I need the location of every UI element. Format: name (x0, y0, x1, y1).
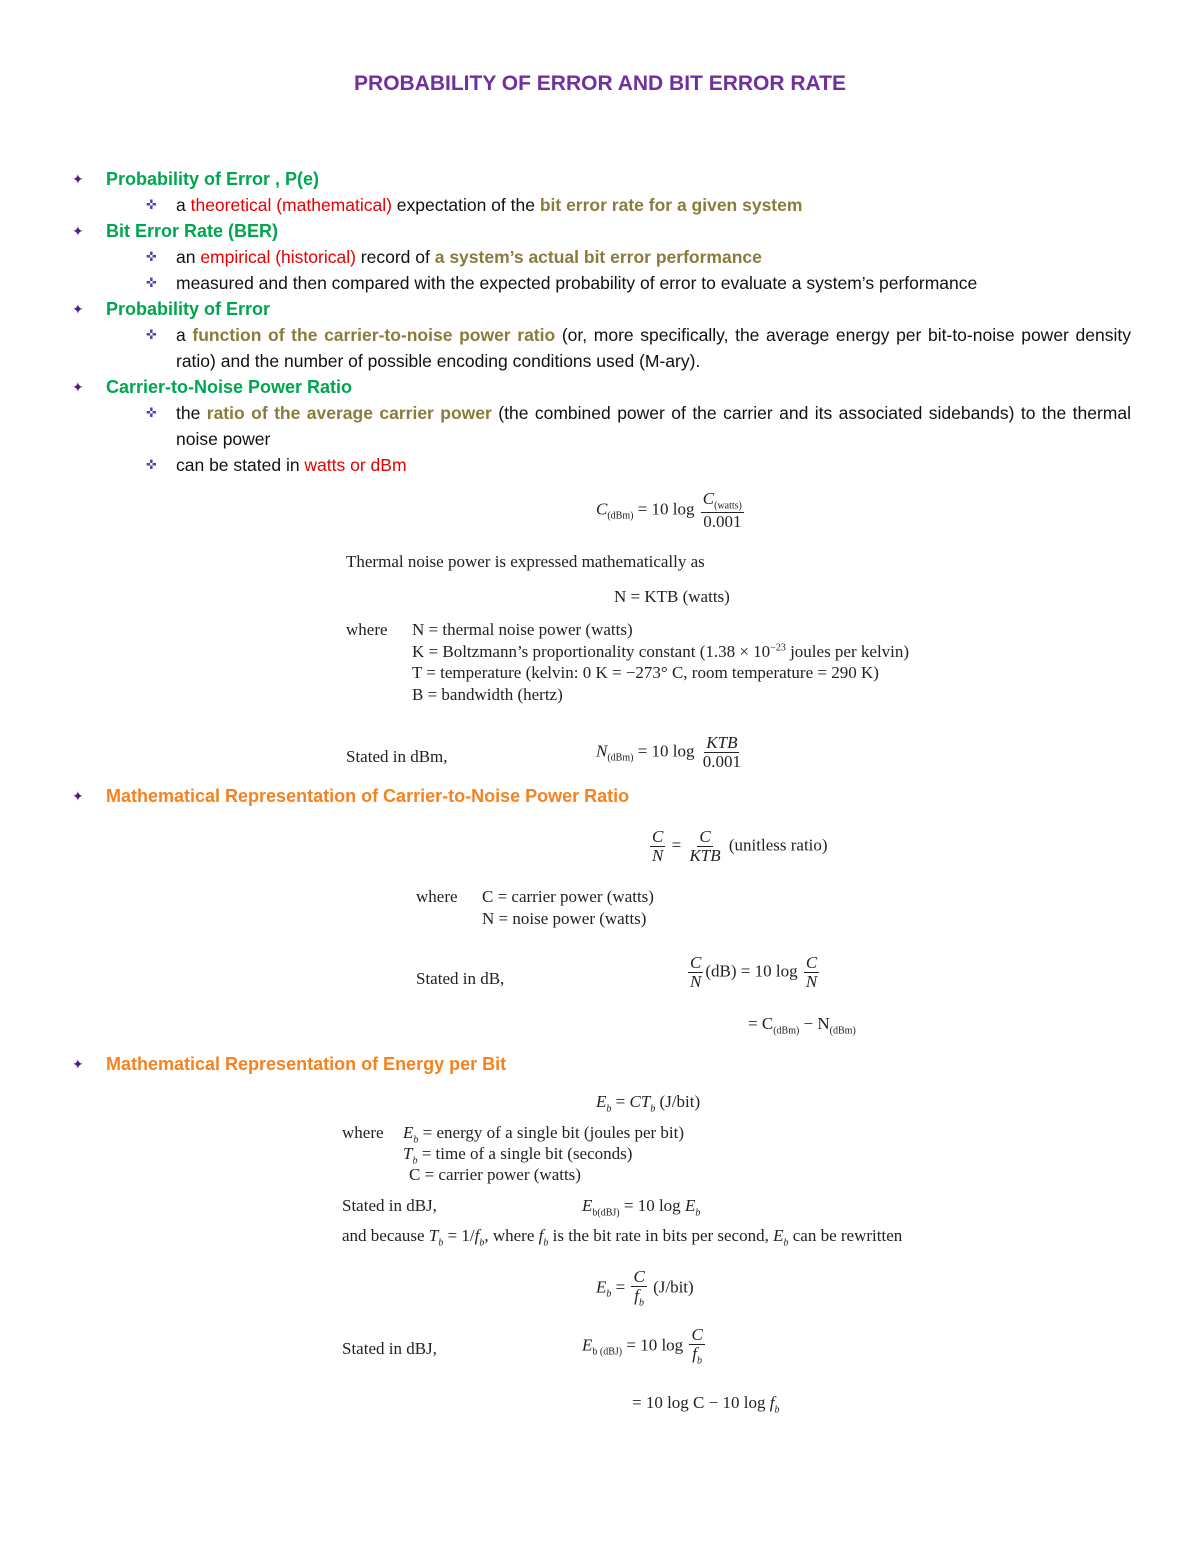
equation-cn-db: $\frac{C}{N}$ (dB) = 10 log $\frac{C}{N}$ (690, 953, 818, 991)
equation-eb-ctb: $E_b = CT_b$ (J/bit) (596, 1092, 701, 1115)
where-label-2: where (416, 887, 458, 906)
equation-n-dbm: $N_{(dBm)} = 10$ log $\frac{\text{KTB}}{0.001}$ (596, 733, 742, 771)
heading-bit-error-rate: Bit Error Rate (BER) (106, 221, 279, 241)
stated-in-dbm: Stated in dBm, (346, 747, 448, 766)
bullet-diamond-icon: ✦ (72, 301, 84, 317)
text-cn-ratio: the ratio of the average carrier power (the combined power of the carrier and its associated sidebands) to the thermal noise power (176, 403, 1131, 449)
stated-in-db: Stated in dB, (416, 969, 505, 988)
def-n: N = thermal noise power (watts) (412, 620, 633, 639)
def-c: C = carrier power (watts) (482, 887, 654, 906)
bullet-diamond-icon: ✦ (72, 223, 84, 239)
text-cn-units: can be stated in watts or dBm (176, 455, 407, 475)
text-ber-definition: an empirical (historical) record of a system’s actual bit error performance (176, 247, 762, 267)
stated-in-dbj-2: Stated in dBJ, (342, 1339, 437, 1358)
bullet-cross-icon: ✜ (146, 457, 157, 472)
bullet-diamond-icon: ✦ (72, 1056, 84, 1072)
equation-eb-dbj: $E_{b(dBJ)} = 10$ $\log E_b$ (582, 1196, 701, 1219)
equation-eb-c-over-fb: $E_b$ = $\frac{C}{f_b}$ (J/bit) (596, 1267, 694, 1309)
heading-energy-per-bit: Mathematical Representation of Energy per Bit (106, 1054, 507, 1074)
bullet-cross-icon: ✜ (146, 275, 157, 290)
bullet-cross-icon: ✜ (146, 327, 157, 342)
bullet-cross-icon: ✜ (146, 249, 157, 264)
because-text: and because $T_b = 1/f_b$, where $f_b$ is the bit rate in bits per second, $E_b$ can be rewritten (342, 1226, 903, 1249)
equation-eb-final: = 10 log C − 10 $\log f_b$ (632, 1393, 780, 1416)
bullet-diamond-icon: ✦ (72, 788, 84, 804)
def-tb: $T_b$ = time of a single bit (seconds) (403, 1144, 633, 1167)
thermal-noise-text: Thermal noise power is expressed mathematically as (346, 552, 705, 571)
bullet-cross-icon: ✜ (146, 197, 157, 212)
equation-cn-dbm-diff: = $C_{(dBm)} - N_{(dBm)}$ (748, 1014, 856, 1037)
page-title: PROBABILITY OF ERROR AND BIT ERROR RATE (354, 72, 846, 95)
equation-c-over-n: $\frac{C}{N}$ = $\frac{C}{\text{KTB}}$ (unitless ratio) (652, 827, 828, 865)
bullet-diamond-icon: ✦ (72, 379, 84, 395)
def-t: T = temperature (kelvin: 0 K = −273° C, room temperature = 290 K) (412, 663, 879, 682)
bullet-cross-icon: ✜ (146, 405, 157, 420)
text-pe-function: a function of the carrier-to-noise power ratio (or, more specifically, the average energy per bit-to-noise power density ratio) and the number of possible encoding conditions used (M-ary). (176, 325, 1131, 371)
stated-in-dbj-1: Stated in dBJ, (342, 1196, 437, 1215)
bullet-diamond-icon: ✦ (72, 171, 84, 187)
def-c-carrier: C = carrier power (watts) (409, 1165, 581, 1184)
heading-cn-math: Mathematical Representation of Carrier-to-Noise Power Ratio (106, 786, 630, 806)
heading-probability-of-error: Probability of Error , P(e) (106, 169, 320, 189)
def-k: K = Boltzmann’s proportionality constant ($1.38 \times 10^{-23}$ joules per kelvin) (412, 642, 910, 661)
where-label-3: where (342, 1123, 384, 1142)
where-label: where (346, 620, 388, 639)
heading-carrier-to-noise: Carrier-to-Noise Power Ratio (106, 377, 353, 397)
def-n-noise: N = noise power (watts) (482, 909, 647, 928)
equation-n-ktb: N = KTB (watts) (614, 587, 730, 606)
def-b: B = bandwidth (hertz) (412, 685, 563, 704)
equation-eb-dbj-log: $E_{b (dBJ)} = 10$ log $\frac{C}{f_b}$ (582, 1325, 703, 1367)
text-pe-definition: a theoretical (mathematical) expectation of the bit error rate for a given system (176, 195, 803, 215)
def-eb: $E_b$ = energy of a single bit (joules per bit) (403, 1123, 685, 1146)
equation-c-dbm: $C_{(dBm)} = 10$ log $\frac{C_{(watts)}}{0.001}$ (596, 489, 742, 531)
heading-probability-of-error-2: Probability of Error (106, 299, 271, 319)
text-ber-measured: measured and then compared with the expected probability of error to evaluate a system’s performance (176, 273, 978, 293)
